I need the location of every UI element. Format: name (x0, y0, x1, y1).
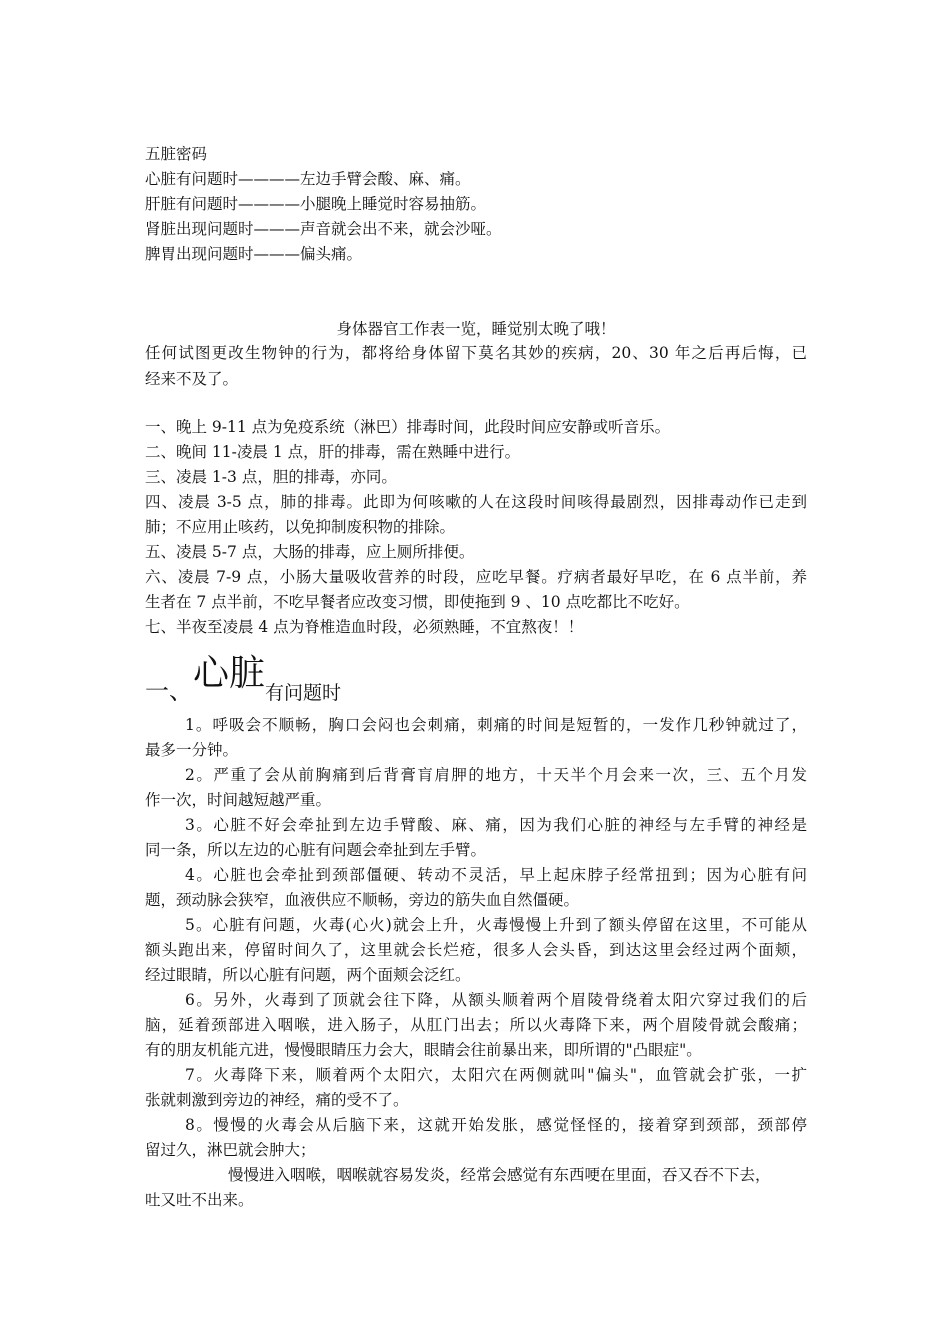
schedule-title: 身体器官工作表一览，睡觉别太晚了哦！ (336, 320, 616, 338)
heart-paragraph-line: 留过久，淋巴就会肿大； (145, 1141, 316, 1159)
schedule-item: 生者在 7 点半前，不吃早餐者应改变习惯，即使拖到 9 、10 点吃都比不吃好。 (145, 593, 690, 611)
heart-paragraph-line: 4。心脏也会牵扯到颈部僵硬、转动不灵活，早上起床脖子经常扭到；因为心脏有问 (185, 866, 807, 884)
heart-paragraph-line: 5。心脏有问题，火毒(心火)就会上升，火毒慢慢上升到了额头停留在这里，不可能从 (185, 916, 807, 934)
section-heading (145, 645, 341, 705)
heart-paragraph-line: 题，颈动脉会狭窄，血液供应不顺畅，旁边的筋失血自然僵硬。 (145, 891, 580, 909)
intro-line: 心脏有问题时————左边手臂会酸、麻、痛。 (145, 170, 471, 188)
schedule-item: 一、晚上 9-11 点为免疫系统（淋巴）排毒时间，此段时间应安静或听音乐。 (145, 418, 671, 436)
schedule-item: 五、凌晨 5-7 点，大肠的排毒，应上厕所排便。 (145, 543, 475, 561)
schedule-lead-line: 任何试图更改生物钟的行为，都将给身体留下莫名其妙的疾病，20、30 年之后再后悔，已 (145, 344, 807, 362)
heart-paragraph-line: 额头跑出来，停留时间久了，这里就会长烂疮，很多人会头昏，到达这里会经过两个面颊， (145, 941, 807, 959)
heart-paragraph-line: 吐又吐不出来。 (145, 1191, 254, 1209)
heart-paragraph-line: 慢慢进入咽喉，咽喉就容易发炎，经常会感觉有东西哽在里面，吞又吞不下去， (228, 1166, 771, 1184)
heart-paragraph-line: 8。慢慢的火毒会从后脑下来，这就开始发胀，感觉怪怪的，接着穿到颈部，颈部停 (185, 1116, 807, 1134)
intro-line: 脾胃出现问题时———偏头痛。 (145, 245, 363, 263)
heart-paragraph-line: 同一条，所以左边的心脏有问题会牵扯到左手臂。 (145, 841, 487, 859)
heart-paragraph-line: 1。呼吸会不顺畅，胸口会闷也会刺痛，刺痛的时间是短暂的，一发作几秒钟就过了， (185, 716, 807, 734)
heart-paragraph-line: 最多一分钟。 (145, 741, 239, 759)
schedule-lead-line: 经来不及了。 (145, 370, 239, 388)
schedule-item: 四、凌晨 3-5 点，肺的排毒。此即为何咳嗽的人在这段时间咳得最剧烈，因排毒动作已走到 (145, 493, 807, 511)
intro-title: 五脏密码 (145, 145, 208, 163)
schedule-item: 二、晚间 11-凌晨 1 点，肝的排毒，需在熟睡中进行。 (145, 443, 521, 461)
heart-paragraph-line: 7。火毒降下来，顺着两个太阳穴，太阳穴在两侧就叫"偏头"，血管就会扩张，一扩 (185, 1066, 807, 1084)
heading-prefix: 一、 (145, 677, 193, 705)
heart-paragraph-line: 6。另外，火毒到了顶就会往下降，从额头顺着两个眉陵骨绕着太阳穴穿过我们的后 (185, 991, 807, 1009)
intro-line: 肾脏出现问题时———声音就会出不来，就会沙哑。 (145, 220, 502, 238)
schedule-item: 七、半夜至凌晨 4 点为脊椎造血时段，必须熟睡，不宜熬夜！！ (145, 618, 584, 636)
heading-suffix: 有问题时 (265, 682, 342, 704)
schedule-item: 肺；不应用止咳药，以免抑制废积物的排除。 (145, 518, 456, 536)
heart-paragraph-line: 作一次，时间越短越严重。 (145, 791, 332, 809)
intro-line: 肝脏有问题时————小腿晚上睡觉时容易抽筋。 (145, 195, 487, 213)
heart-paragraph-line: 有的朋友机能亢进，慢慢眼睛压力会大，眼睛会往前暴出来，即所谓的"凸眼症"。 (145, 1041, 702, 1059)
heart-paragraph-line: 张就刺激到旁边的神经，痛的受不了。 (145, 1091, 409, 1109)
heart-paragraph-line: 脑，延着颈部进入咽喉，进入肠子，从肛门出去；所以火毒降下来，两个眉陵骨就会酸痛； (145, 1016, 807, 1034)
heart-paragraph-line: 3。心脏不好会牵扯到左边手臂酸、麻、痛，因为我们心脏的神经与左手臂的神经是 (185, 816, 807, 834)
schedule-item: 六、凌晨 7-9 点，小肠大量吸收营养的时段，应吃早餐。疗病者最好早吃，在 6 点半前，养 (145, 568, 807, 586)
heart-paragraph-line: 2。严重了会从前胸痛到后背膏肓肩胛的地方，十天半个月会来一次，三、五个月发 (185, 766, 807, 784)
heading-big: 心脏 (193, 653, 266, 694)
schedule-item: 三、凌晨 1-3 点，胆的排毒，亦同。 (145, 468, 397, 486)
heart-paragraph-line: 经过眼睛，所以心脏有问题，两个面颊会泛红。 (145, 966, 471, 984)
